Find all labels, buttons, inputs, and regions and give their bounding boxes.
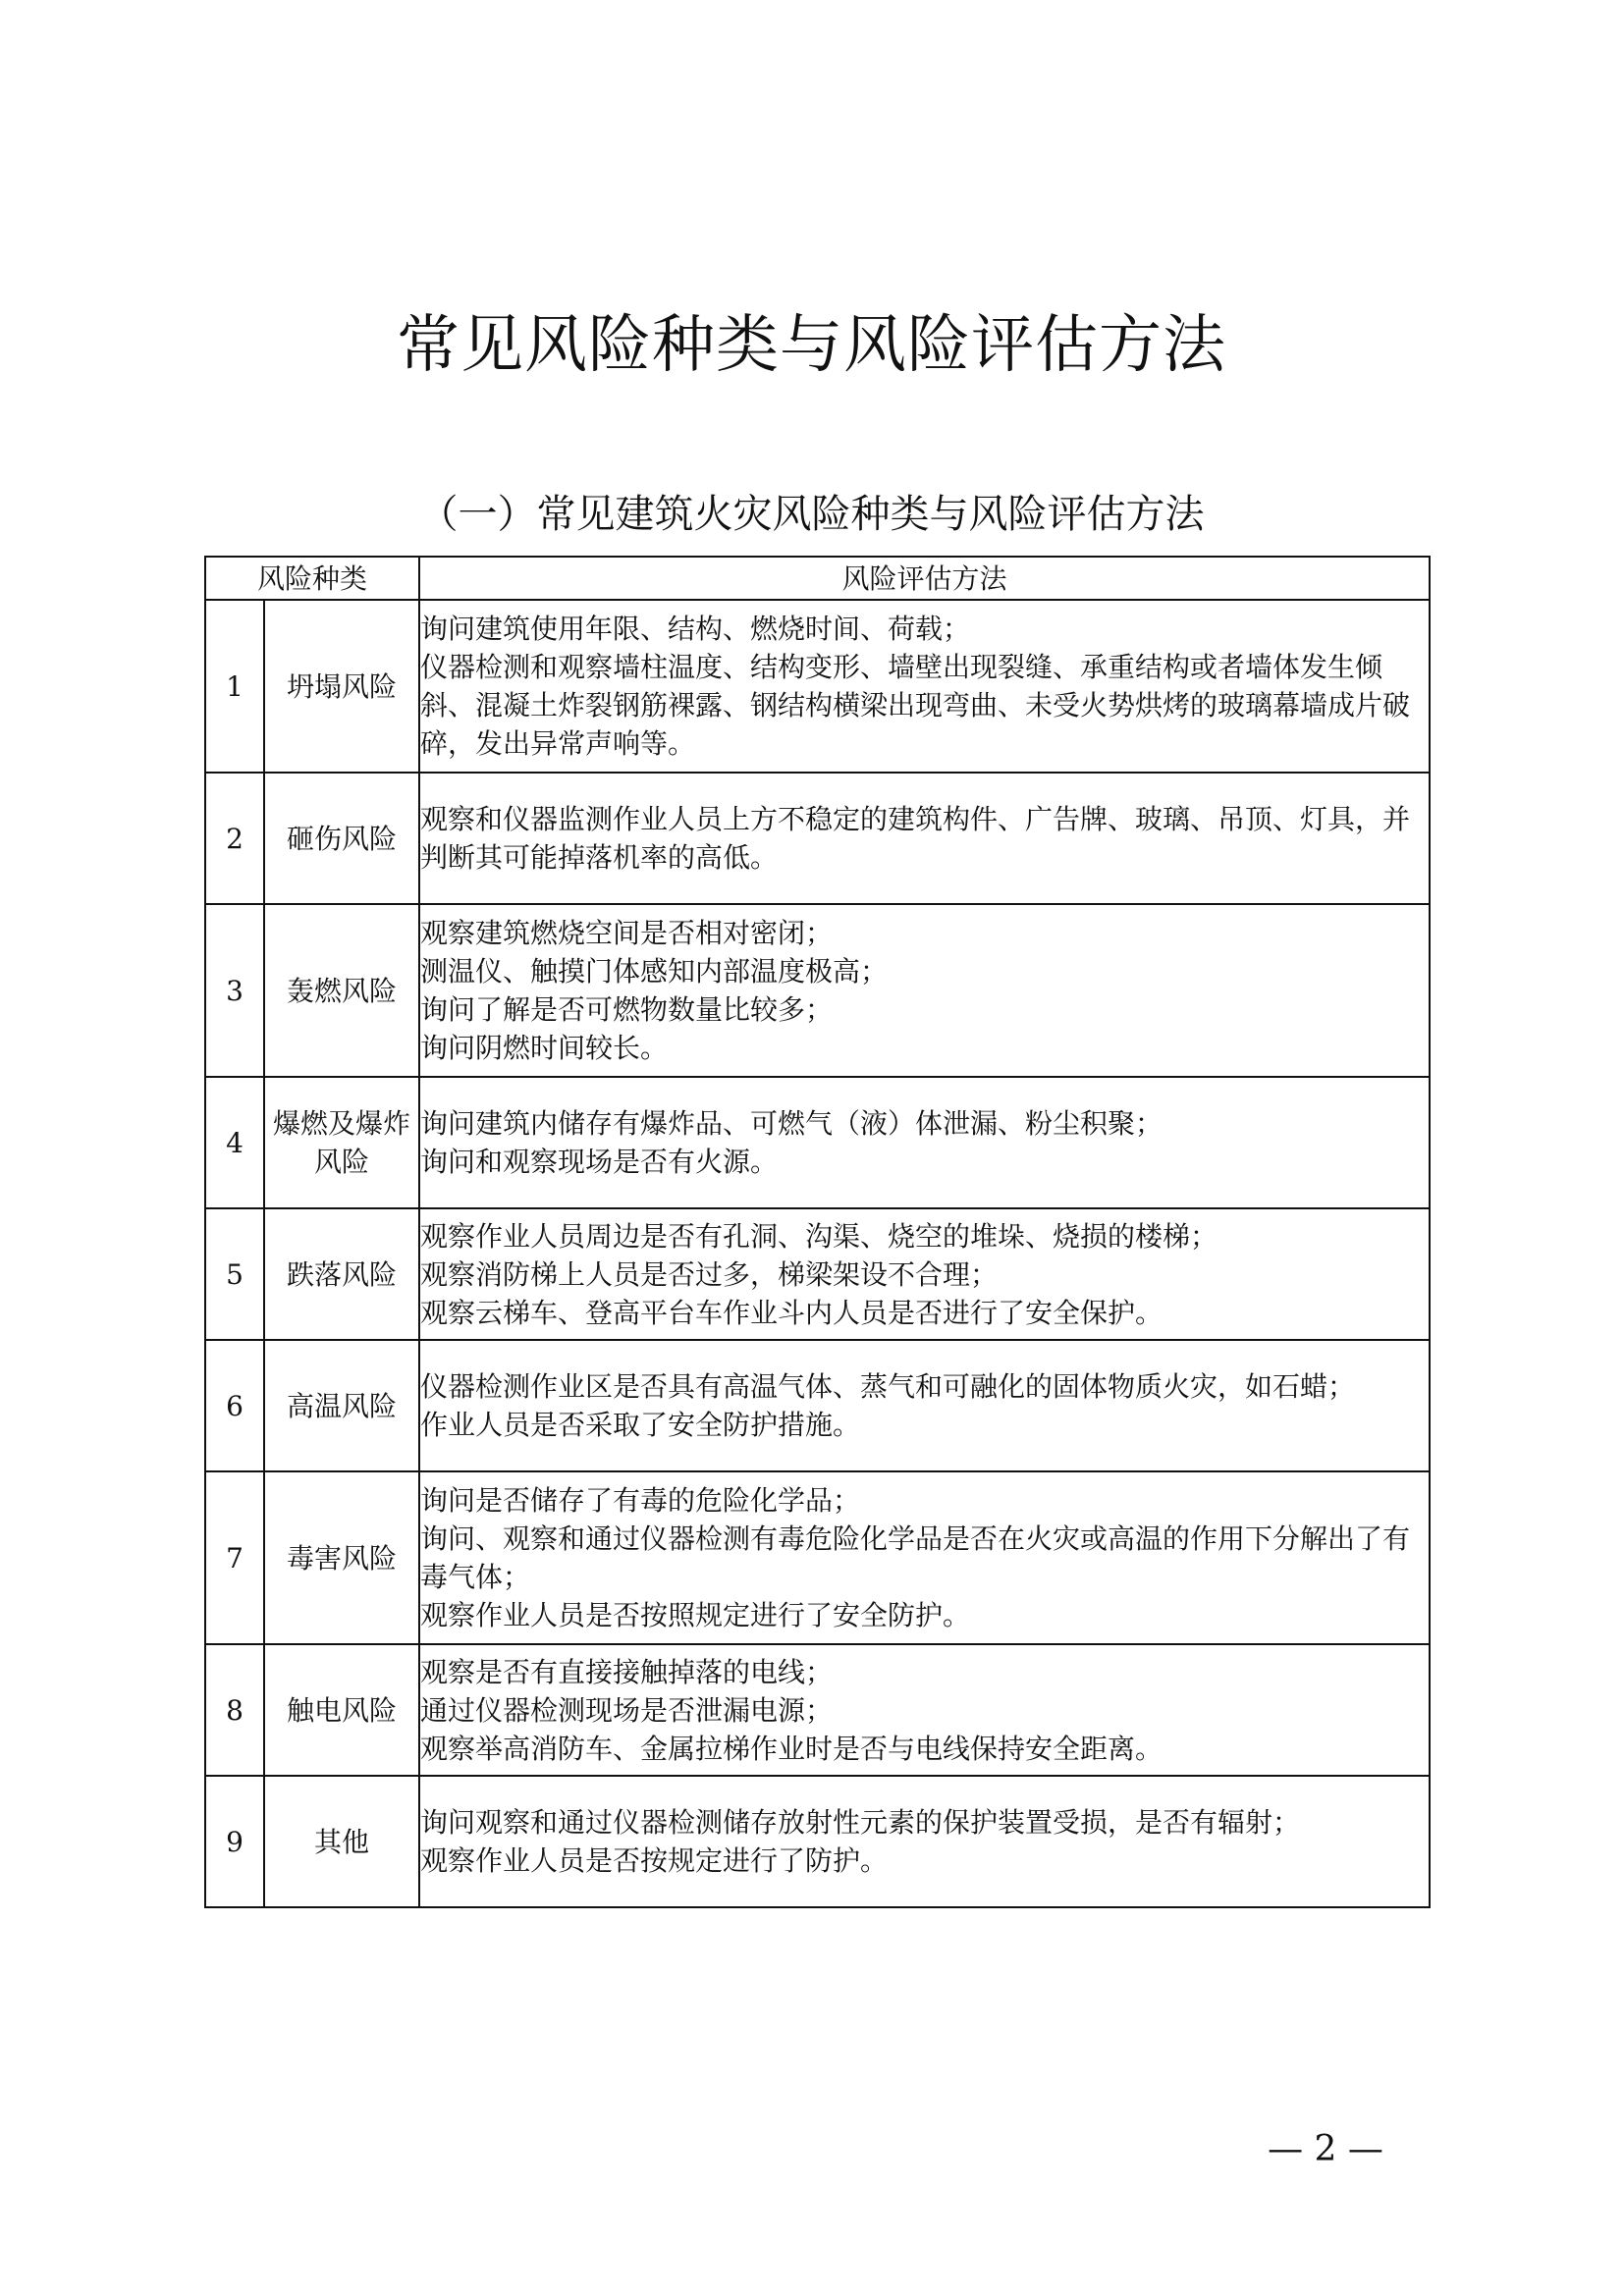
- risk-type-name: 毒害风险: [264, 1471, 419, 1644]
- risk-type-name: 坍塌风险: [264, 600, 419, 773]
- risk-type-name: 高温风险: [264, 1340, 419, 1471]
- table-body: [205, 600, 1430, 1907]
- assessment-method-line: 询问是否储存了有毒的危险化学品；: [420, 1484, 861, 1517]
- page-number: — 2 —: [1268, 2129, 1383, 2169]
- assessment-method-cell: [419, 1340, 1430, 1471]
- assessment-method-line: 观察举高消防车、金属拉梯作业时是否与电线保持安全距离。: [420, 1732, 1163, 1765]
- assessment-method-line: 观察和仪器监测作业人员上方不稳定的建筑构件、广告牌、玻璃、吊顶、灯具，并判断其可能掉落机率的高低。: [420, 803, 1411, 874]
- assessment-method-line: 仪器检测和观察墙柱温度、结构变形、墙壁出现裂缝、承重结构或者墙体发生倾斜、混凝土炸裂钢筋裸露、钢结构横梁出现弯曲、未受火势烘烤的玻璃幕墙成片破碎，发出异常声响等。: [420, 651, 1411, 760]
- assessment-method-line: 询问阴燃时间较长。: [420, 1032, 669, 1064]
- assessment-method-line: 观察是否有直接接触掉落的电线；: [420, 1655, 834, 1688]
- page-title: 常见风险种类与风险评估方法: [397, 309, 1226, 382]
- risk-table: [204, 556, 1431, 1908]
- assessment-method-cell: [419, 1644, 1430, 1776]
- header-assessment-method: 风险评估方法: [419, 557, 1430, 600]
- assessment-method-line: 观察作业人员是否按照规定进行了安全防护。: [420, 1599, 971, 1631]
- table-row: [205, 904, 1430, 1077]
- assessment-method-line: 仪器检测作业区是否具有高温气体、蒸气和可融化的固体物质火灾，如石蜡；: [420, 1370, 1356, 1403]
- assessment-method-line: 询问和观察现场是否有火源。: [420, 1146, 779, 1178]
- row-number: 6: [205, 1340, 264, 1471]
- section-title: （一）常见建筑火灾风险种类与风险评估方法: [418, 492, 1205, 537]
- assessment-method-line: 观察作业人员周边是否有孔洞、沟渠、烧空的堆垛、烧损的楼梯；: [420, 1219, 1218, 1253]
- row-number: 5: [205, 1208, 264, 1340]
- table-row: [205, 773, 1430, 904]
- risk-type-name: 砸伤风险: [264, 773, 419, 904]
- assessment-method-cell: [419, 1077, 1430, 1208]
- row-number: 1: [205, 600, 264, 773]
- assessment-method-cell: [419, 600, 1430, 773]
- assessment-method-line: 询问建筑内储存有爆炸品、可燃气（液）体泄漏、粉尘积聚；: [420, 1107, 1163, 1140]
- assessment-method-line: 观察作业人员是否按规定进行了防护。: [420, 1844, 889, 1877]
- risk-type-name: 跌落风险: [264, 1208, 419, 1340]
- assessment-method-cell: [419, 904, 1430, 1077]
- assessment-method-line: 观察消防梯上人员是否过多，梯梁架设不合理；: [420, 1257, 999, 1291]
- assessment-method-line: 观察云梯车、登高平台车作业斗内人员是否进行了安全保护。: [420, 1296, 1163, 1329]
- assessment-method-cell: [419, 773, 1430, 904]
- assessment-method-cell: [419, 1471, 1430, 1644]
- risk-type-name: 爆燃及爆炸风险: [264, 1077, 419, 1208]
- risk-type-name: 触电风险: [264, 1644, 419, 1776]
- table-row: [205, 1644, 1430, 1776]
- risk-type-name: 其他: [264, 1776, 419, 1907]
- assessment-method-line: 询问、观察和通过仪器检测有毒危险化学品是否在火灾或高温的作用下分解出了有毒气体；: [420, 1522, 1411, 1593]
- assessment-method-cell: [419, 1776, 1430, 1907]
- row-number: 9: [205, 1776, 264, 1907]
- row-number: 4: [205, 1077, 264, 1208]
- row-number: 2: [205, 773, 264, 904]
- assessment-method-line: 询问建筑使用年限、结构、燃烧时间、荷载；: [420, 613, 971, 645]
- assessment-method-line: 作业人员是否采取了安全防护措施。: [420, 1409, 861, 1441]
- table-row: [205, 1471, 1430, 1644]
- row-number: 3: [205, 904, 264, 1077]
- header-risk-type: 风险种类: [205, 557, 419, 600]
- table-row: [205, 1776, 1430, 1907]
- assessment-method-cell: [419, 1208, 1430, 1340]
- table-header-row: [205, 557, 1430, 600]
- row-number: 7: [205, 1471, 264, 1644]
- assessment-method-line: 询问观察和通过仪器检测储存放射性元素的保护装置受损，是否有辐射；: [420, 1806, 1301, 1839]
- table-row: [205, 1340, 1430, 1471]
- assessment-method-line: 通过仪器检测现场是否泄漏电源；: [420, 1693, 834, 1727]
- row-number: 8: [205, 1644, 264, 1776]
- table-row: [205, 1208, 1430, 1340]
- table-row: [205, 1077, 1430, 1208]
- assessment-method-line: 询问了解是否可燃物数量比较多；: [420, 993, 834, 1026]
- assessment-method-line: 测温仪、触摸门体感知内部温度极高；: [420, 955, 889, 988]
- assessment-method-line: 观察建筑燃烧空间是否相对密闭；: [420, 917, 834, 949]
- table-row: [205, 600, 1430, 773]
- risk-type-name: 轰燃风险: [264, 904, 419, 1077]
